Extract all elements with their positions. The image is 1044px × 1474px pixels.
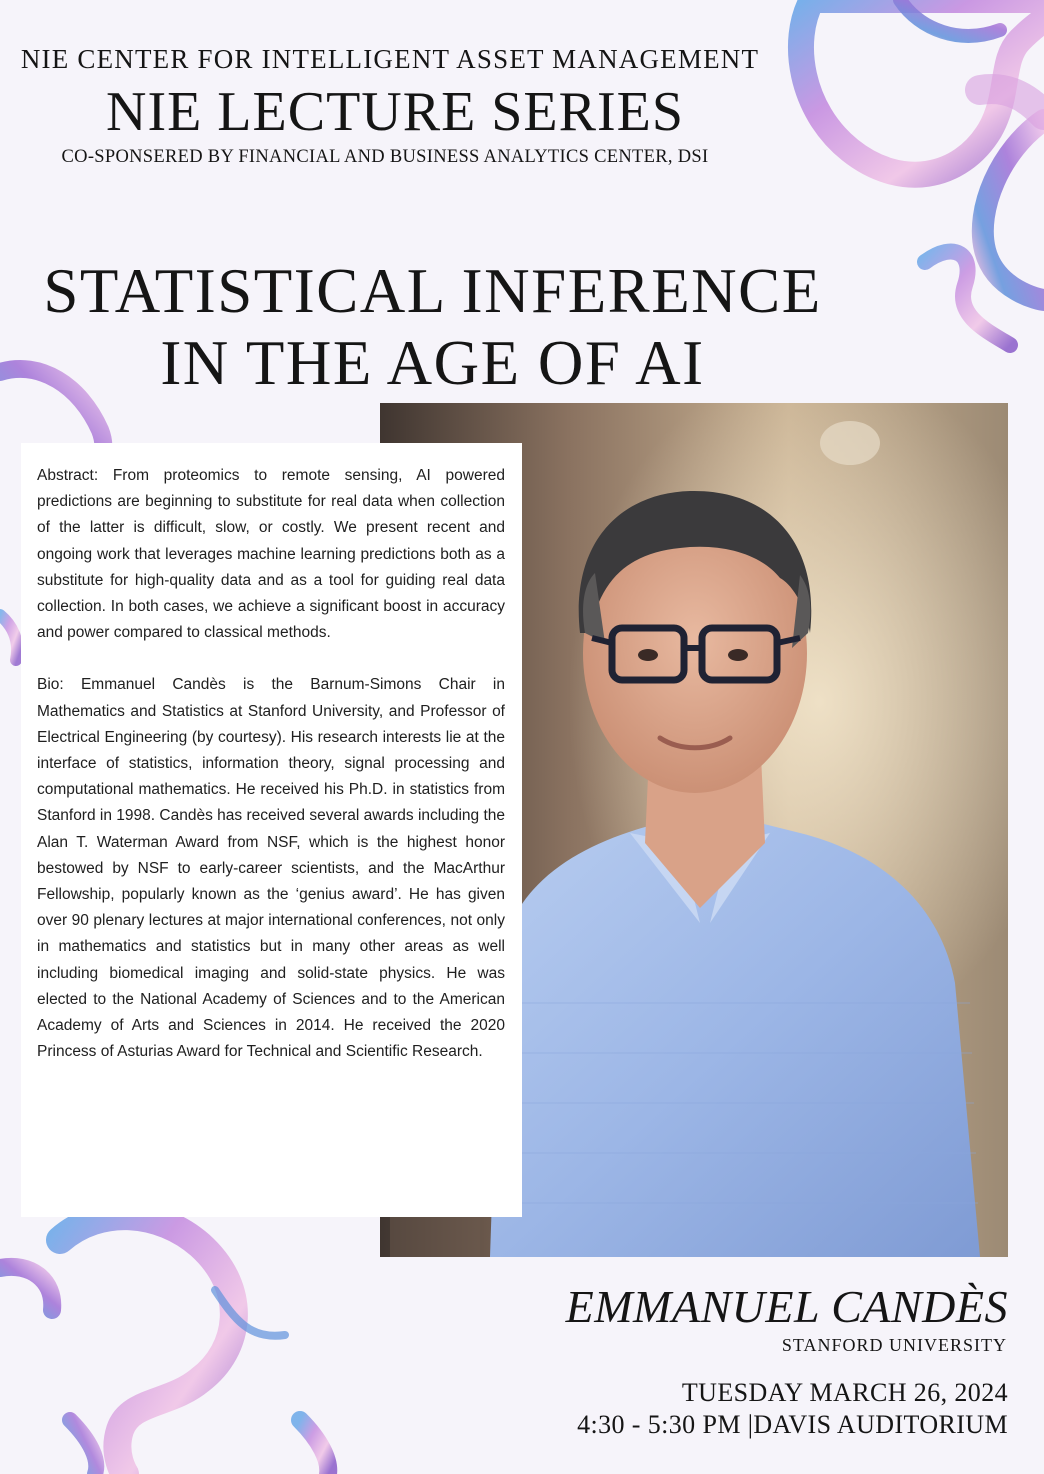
abstract-bio-panel [21, 443, 522, 1217]
abstract-text: Abstract: From proteomics to remote sensing, AI powered predictions are beginning to substitute for real data when collection of the latter is difficult, slow, or costly. We present recent and ongoing work that leverages machine learning predictions both as a substitute for high-quality data and as a tool for guiding real data collection. In both cases, we achieve a significant boost in accuracy and power compared to classical methods. [37, 467, 505, 642]
talk-title-line-1: STATISTICAL INFERENCE [43, 256, 822, 326]
speaker-name: EMMANUEL CANDÈS [565, 1281, 1008, 1332]
bio-text: Bio: Emmanuel Candès is the Barnum-Simons Chair in Mathematics and Statistics at Stanford University, and Professor of Electrical Engineering (by courtesy). His research interests lie at the interface of statistics, information theory, signal processing and computational mathematics. He received his Ph.D. in statistics from Stanford in 1998. Candès has received several awards including the Alan T. Waterman Award from NSF, which is the highest honor bestowed by NSF to early-career scientists, and the MacArthur Fellowship, popularly known as the ‘genius award’. He has given over 90 plenary lectures at major international conferences, not only in mathematics and statistics but in many other areas as well including biomedical imaging and solid-state physics. He was elected to the National Academy of Sciences and to the American Academy of Arts and Sciences in 2014. He received the 2020 Princess of Asturias Award for Technical and Scientific Research. [37, 676, 505, 1061]
event-time-location: 4:30 - 5:30 PM |DAVIS AUDITORIUM [577, 1410, 1008, 1439]
event-date: TUESDAY MARCH 26, 2024 [681, 1378, 1008, 1407]
series-title: NIE LECTURE SERIES [106, 81, 684, 143]
talk-title [0, 255, 865, 399]
speaker-affiliation: STANFORD UNIVERSITY [781, 1335, 1007, 1355]
organization-name: NIE CENTER FOR INTELLIGENT ASSET MANAGEMENT [20, 44, 760, 74]
cosponsor-line: CO-SPONSERED BY FINANCIAL AND BUSINESS ANALYTICS CENTER, DSI [61, 147, 709, 167]
talk-title-line-2: IN THE AGE OF AI [160, 328, 705, 398]
